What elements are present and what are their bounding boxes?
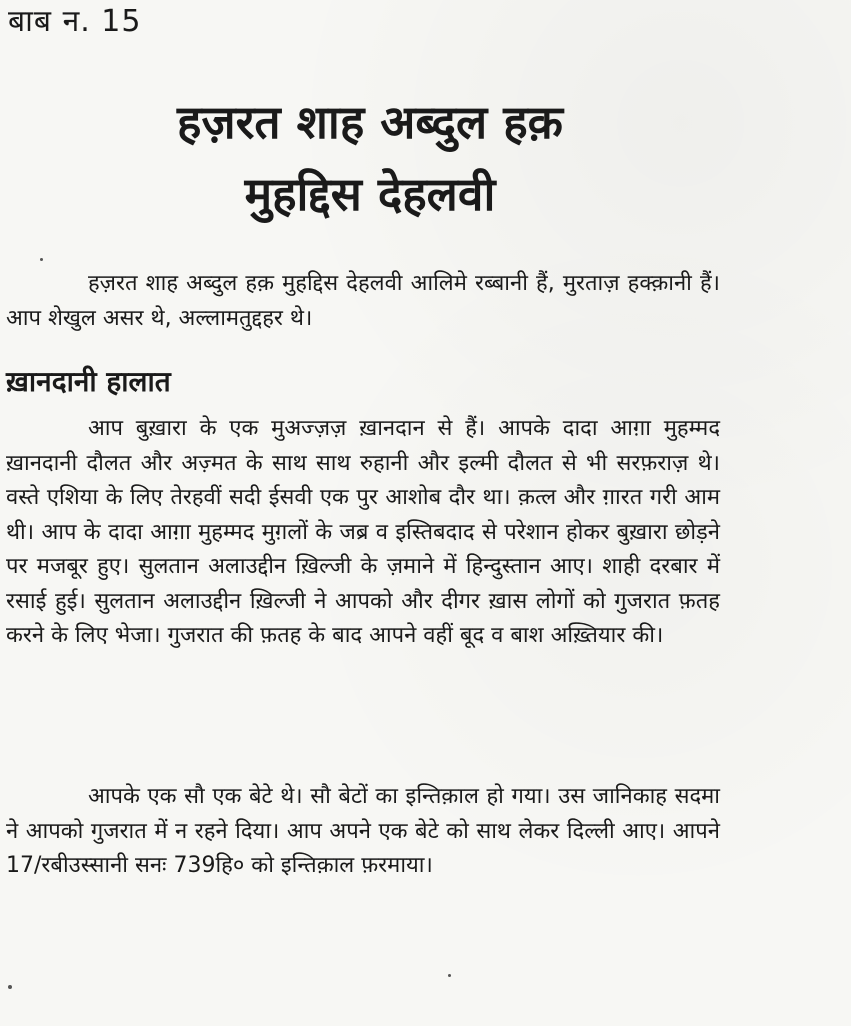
- intro-paragraph: [6, 267, 720, 336]
- section-paragraph-2: [6, 780, 720, 884]
- section-paragraph-1-text: आप बुख़ारा के एक मुअज्ज़ज़ ख़ानदान से हैं। आपके दादा आग़ा मुहम्मद ख़ानदानी दौलत और अज़्मत के साथ साथ रुहानी और इल्मी दौलत से भी सरफ़राज़ थे। वस्ते एशिया के लिए तेरहवीं सदी ईसवी एक पुर आशोब दौर था। क़त्ल और ग़ारत गरी आम थी। आप के दादा आग़ा मुहम्मद मुग़लों के जब्र व इस्तिबदाद से परेशान होकर बुख़ारा छोड़ने पर मजबूर हुए। सुलतान अलाउद्दीन ख़िल्जी के ज़माने में हिन्दुस्तान आए। शाही दरबार में रसाई हुई। सुलतान अलाउद्दीन ख़िल्जी ने आपको और दीगर ख़ास लोगों को गुजरात फ़तह करने के लिए भेजा। गुजरात की फ़तह के बाद आपने वहीं बूद व बाश अख़्तियार की।: [6, 416, 720, 648]
- chapter-title-line-2: मुहद्दिस देहलवी: [244, 167, 496, 221]
- section-heading: ख़ानदानी हालात: [6, 365, 171, 398]
- scan-speck: [8, 985, 12, 989]
- scan-speck: [40, 258, 43, 261]
- chapter-label: बाब न. 15: [8, 4, 142, 39]
- intro-paragraph-text: हज़रत शाह अब्दुल हक़ मुहद्दिस देहलवी आलिमे रब्बानी हैं, मुरताज़ हक्क़ानी हैं। आप शेखुल असर थे, अल्लामतुद्दहर थे।: [6, 271, 720, 331]
- chapter-title-line-1: हज़रत शाह अब्दुल हक़: [177, 95, 563, 149]
- scan-speck: [448, 974, 451, 977]
- section-paragraph-1: [6, 412, 720, 654]
- section-paragraph-2-text: आपके एक सौ एक बेटे थे। सौ बेटों का इन्तिक़ाल हो गया। उस जानिकाह सदमा ने आपको गुजरात में न रहने दिया। आप अपने एक बेटे को साथ लेकर दिल्ली आए। आपने 17/रबीउस्सानी सनः 739हि० को इन्तिक़ाल फ़रमाया।: [6, 784, 720, 878]
